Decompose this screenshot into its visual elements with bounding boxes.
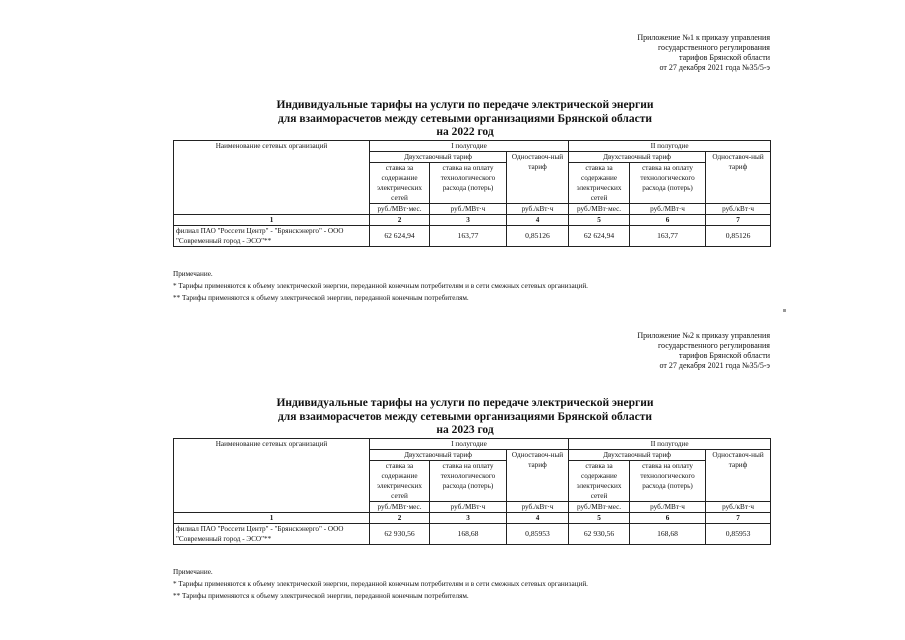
header-org-name: Наименование сетевых организаций: [174, 141, 370, 215]
tariff-table: [173, 140, 771, 247]
header-rate-maint-2: ставка за содержание электрических сетей: [569, 163, 630, 204]
org-name-cell: филиал ПАО "Россети Центр" - "Брянскэнерго" - ООО "Современный город - ЭСО"**: [174, 226, 370, 247]
column-number: 7: [706, 513, 771, 524]
appendix-line: государственного регулирования: [657, 341, 770, 350]
header-one-part-2: Одноставоч-ный тариф: [706, 450, 771, 502]
column-number: 6: [630, 215, 706, 226]
value-cell: 62 624,94: [370, 226, 430, 247]
value-cell: 0,85126: [507, 226, 569, 247]
note-heading: Примечание.: [173, 568, 213, 576]
unit-cell: руб./МВт·ч: [430, 502, 507, 513]
value-cell: 62 930,56: [569, 524, 630, 545]
value-cell: 0,85953: [507, 524, 569, 545]
unit-cell: руб./МВт·мес.: [569, 204, 630, 215]
unit-cell: руб./МВт·мес.: [370, 204, 430, 215]
unit-cell: руб./кВт·ч: [507, 204, 569, 215]
column-number: 2: [370, 513, 430, 524]
value-cell: 0,85953: [706, 524, 771, 545]
header-rate-maint-1: ставка за содержание электрических сетей: [370, 163, 430, 204]
value-cell: 163,77: [430, 226, 507, 247]
header-half2: II полугодие: [569, 141, 771, 152]
unit-cell: руб./МВт·ч: [630, 204, 706, 215]
appendix-header: [600, 331, 770, 371]
title-year: на 2022 год: [436, 126, 494, 138]
table-row: [174, 226, 771, 247]
title-line: для взаиморасчетов между сетевыми организациями Брянской области: [277, 410, 653, 423]
value-cell: 0,85126: [706, 226, 771, 247]
appendix-line: тарифов Брянской области: [679, 53, 770, 62]
column-number: 4: [507, 215, 569, 226]
note-line: ** Тарифы применяются к объему электрической энергии, переданной конечным потребителям.: [173, 294, 469, 302]
header-rate-loss-1: ставка на оплату технологического расхода (потерь): [430, 461, 507, 502]
note-heading: Примечание.: [173, 270, 213, 278]
header-half2: II полугодие: [569, 439, 771, 450]
appendix-line: государственного регулирования: [657, 43, 770, 52]
appendix-line: тарифов Брянской области: [679, 351, 770, 360]
table-row: [174, 524, 771, 545]
column-number: 5: [569, 513, 630, 524]
unit-cell: руб./кВт·ч: [706, 204, 771, 215]
unit-cell: руб./МВт·ч: [430, 204, 507, 215]
header-rate-maint-2: ставка за содержание электрических сетей: [569, 461, 630, 502]
unit-cell: руб./МВт·мес.: [370, 502, 430, 513]
column-number: 6: [630, 513, 706, 524]
value-cell: 62 930,56: [370, 524, 430, 545]
note-line: * Тарифы применяются к объему электрической энергии, переданной конечным потребителям и в сети смежных сетевых организаций.: [173, 580, 588, 588]
header-rate-maint-1: ставка за содержание электрических сетей: [370, 461, 430, 502]
tariff-table: [173, 438, 771, 545]
title-year: на 2023 год: [436, 424, 494, 436]
column-number: 3: [430, 513, 507, 524]
header-org-name: Наименование сетевых организаций: [174, 439, 370, 513]
notes-block: [173, 566, 793, 602]
unit-cell: руб./МВт·мес.: [569, 502, 630, 513]
column-number: 4: [507, 513, 569, 524]
header-half1: I полугодие: [370, 141, 569, 152]
header-rate-loss-2: ставка на оплату технологического расхода (потерь): [630, 461, 706, 502]
column-number: 5: [569, 215, 630, 226]
header-two-part-1: Двухставочный тариф: [370, 450, 507, 461]
header-one-part-2: Одноставоч-ный тариф: [706, 152, 771, 204]
title-line: Индивидуальные тарифы на услуги по передаче электрической энергии: [276, 397, 654, 409]
document-title: [230, 397, 700, 438]
header-rate-loss-1: ставка на оплату технологического расхода (потерь): [430, 163, 507, 204]
appendix-line: от 27 декабря 2021 года №35/5-э: [659, 361, 770, 370]
column-number: 7: [706, 215, 771, 226]
header-half1: I полугодие: [370, 439, 569, 450]
appendix-header: [600, 33, 770, 73]
scan-speck: [783, 309, 786, 312]
header-one-part-1: Одноставоч-ный тариф: [507, 152, 569, 204]
column-number: 3: [430, 215, 507, 226]
appendix-line: от 27 декабря 2021 года №35/5-э: [659, 63, 770, 72]
column-number: 2: [370, 215, 430, 226]
appendix-line: Приложение №1 к приказу управления: [637, 33, 770, 42]
column-number: 1: [174, 215, 370, 226]
header-rate-loss-2: ставка на оплату технологического расхода (потерь): [630, 163, 706, 204]
value-cell: 163,77: [630, 226, 706, 247]
header-one-part-1: Одноставоч-ный тариф: [507, 450, 569, 502]
org-name-cell: филиал ПАО "Россети Центр" - "Брянскэнерго" - ООО "Современный город - ЭСО"**: [174, 524, 370, 545]
tariff-section: [0, 298, 905, 618]
value-cell: 168,68: [630, 524, 706, 545]
column-number: 1: [174, 513, 370, 524]
appendix-line: Приложение №2 к приказу управления: [637, 331, 770, 340]
title-line: Индивидуальные тарифы на услуги по передаче электрической энергии: [276, 99, 654, 111]
unit-cell: руб./МВт·ч: [630, 502, 706, 513]
value-cell: 168,68: [430, 524, 507, 545]
unit-cell: руб./кВт·ч: [507, 502, 569, 513]
value-cell: 62 624,94: [569, 226, 630, 247]
note-line: ** Тарифы применяются к объему электрической энергии, переданной конечным потребителям.: [173, 592, 469, 600]
document-title: [230, 99, 700, 140]
header-two-part-1: Двухставочный тариф: [370, 152, 507, 163]
header-two-part-2: Двухставочный тариф: [569, 450, 706, 461]
unit-cell: руб./кВт·ч: [706, 502, 771, 513]
title-line: для взаиморасчетов между сетевыми организациями Брянской области: [277, 112, 653, 125]
note-line: * Тарифы применяются к объему электрической энергии, переданной конечным потребителям и в сети смежных сетевых организаций.: [173, 282, 588, 290]
header-two-part-2: Двухставочный тариф: [569, 152, 706, 163]
